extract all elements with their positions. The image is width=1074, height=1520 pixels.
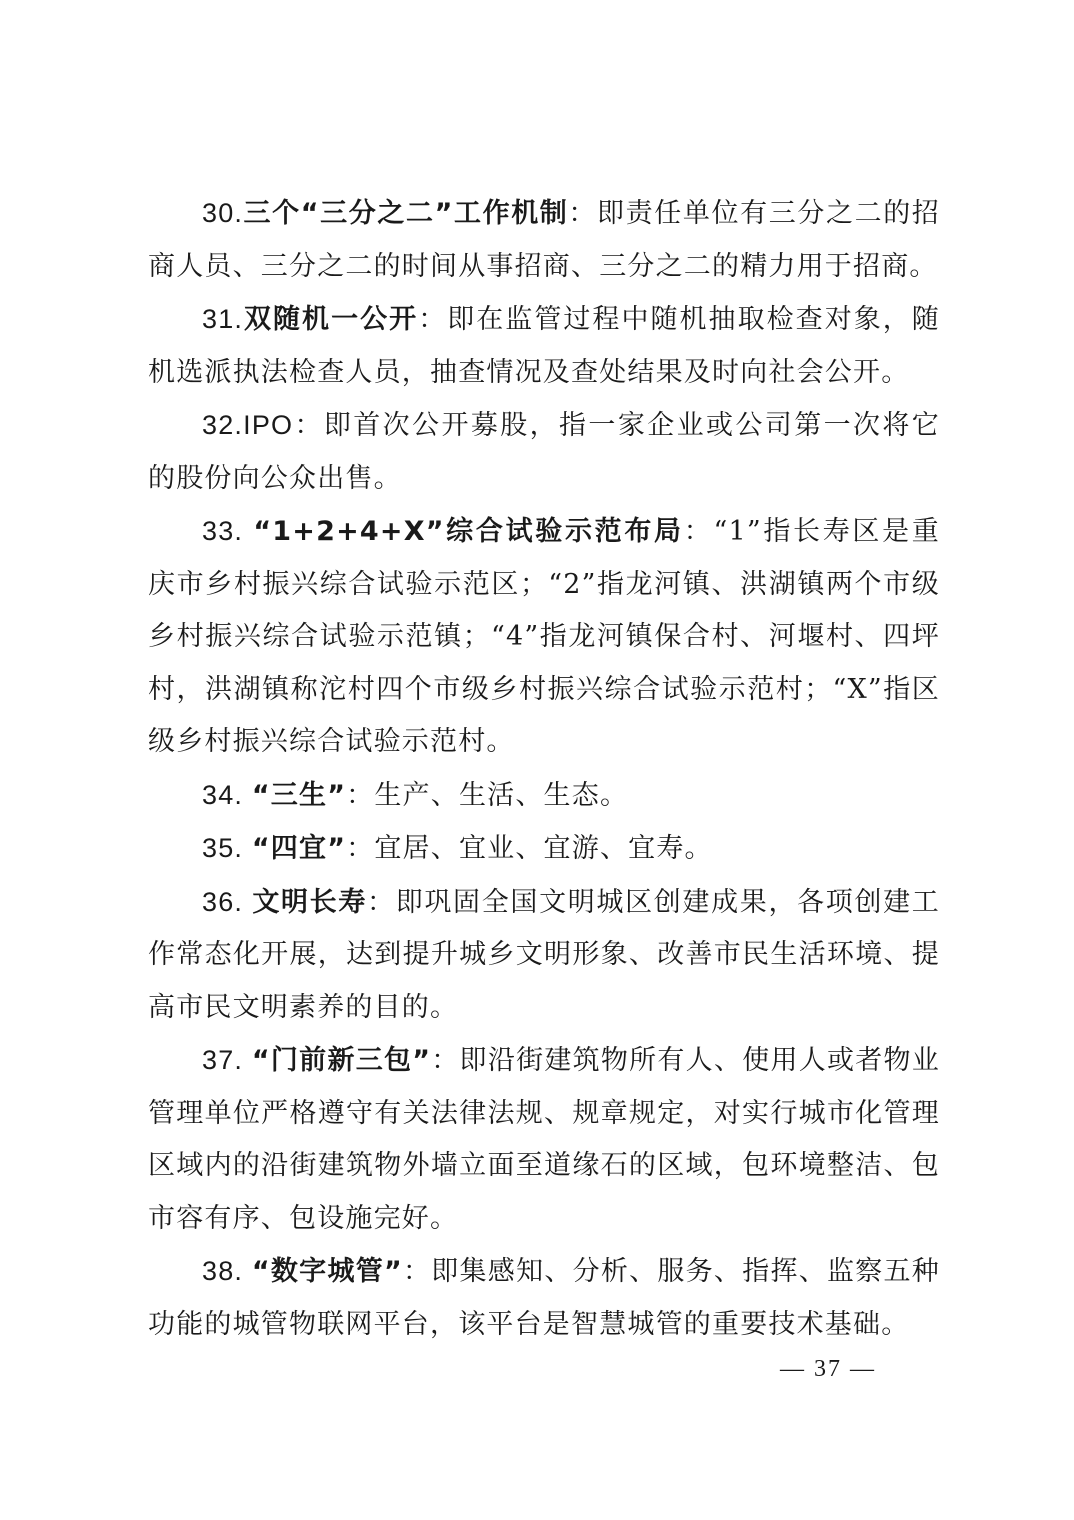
entry-number: 38. [202,1256,252,1286]
entry-33 [148,505,940,769]
page-number: — 37 — [780,1356,876,1382]
entry-number: 33. [202,516,254,546]
entry-term: 文明长寿 [252,886,368,918]
entry-colon: ： [402,1256,432,1287]
entry-number: 31. [202,304,244,334]
entry-number: 34. [202,779,252,810]
entry-colon: ： [293,410,324,441]
entry-term: “1+2+4+X”综合试验示范布局 [253,516,684,547]
entry-31 [148,293,940,399]
entry-definition: 即责任单位有三分之二的招商人员、三分之二的时间从事招商、三分之二的精力用于招商。 [148,198,941,282]
entry-definition: 即巩固全国文明城区创建成果，各项创建工作常态化开展，达到提升城乡文明形象、改善市民生活环境、提高市民文明素养的目的。 [148,886,940,1023]
entry-term: “四宜” [251,833,347,864]
entry-term: IPO [243,410,294,440]
entry-definition: 即在监管过程中随机抽取检查对象，随机选派执法检查人员，抽查情况及查处结果及时向社会公开。 [148,304,940,388]
entry-35 [148,822,940,876]
entry-definition: “1”指长寿区是重庆市乡村振兴综合试验示范区；“2”指龙河镇、洪湖镇两个市级乡村振兴综合试验示范镇；“4”指龙河镇保合村、河堰村、四坪村，洪湖镇称沱村四个市级乡村振兴综合试验示范村；“X”指区级乡村振兴综合试验示范村。 [148,516,941,757]
entry-number: 35. [202,833,252,863]
entry-term: “数字城管” [251,1256,403,1287]
entry-colon: ： [346,779,375,811]
entry-definition: 宜居、宜业、宜游、宜寿。 [374,833,713,864]
entry-37 [148,1034,940,1245]
entry-number: 37. [202,1045,252,1075]
entry-definition: 即集感知、分析、服务、指挥、监察五种功能的城管物联网平台，该平台是智慧城管的重要技术基础。 [148,1256,940,1340]
entry-term: “门前新三包” [251,1045,432,1076]
entry-number: 36. [202,886,253,917]
entry-number: 30. [202,198,244,228]
document-body [148,187,940,1351]
entry-34 [148,769,940,823]
entry-32 [148,399,940,505]
entry-colon: ： [568,198,598,229]
entry-term: 三个“三分之二”工作机制 [243,198,569,229]
entry-colon: ： [346,833,375,864]
entry-colon: ： [683,516,714,547]
entry-colon: ： [418,304,448,335]
entry-colon: ： [431,1045,460,1076]
entry-number: 32. [202,410,244,440]
entry-definition: 即沿街建筑物所有人、使用人或者物业管理单位严格遵守有关法律法规、规章规定，对实行城市化管理区域内的沿街建筑物外墙立面至道缘石的区域，包环境整洁、包市容有序、包设施完好。 [148,1045,941,1234]
entry-definition: 即首次公开募股，指一家企业或公司第一次将它的股份向公众出售。 [148,410,940,494]
entry-38 [148,1245,940,1351]
entry-36 [148,876,940,1035]
entry-term: 双随机一公开 [243,304,419,335]
entry-term: “三生” [251,779,347,811]
entry-30 [148,187,940,293]
entry-colon: ： [367,886,396,918]
entry-definition: 生产、生活、生态。 [374,779,629,811]
